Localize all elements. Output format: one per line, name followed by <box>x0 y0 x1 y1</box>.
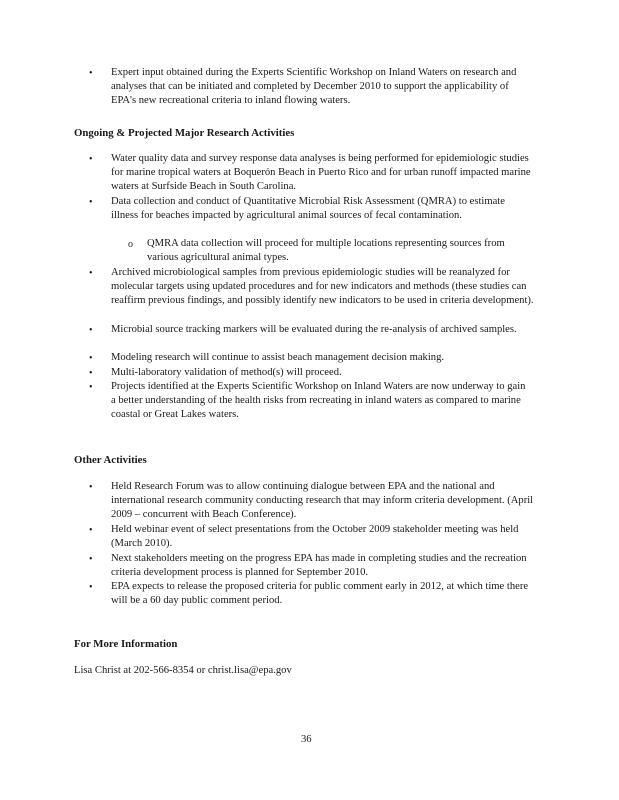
other-heading: Other Activities <box>74 454 147 466</box>
ongoing-item-2: Data collection and conduct of Quantitative Microbial Risk Assessment (QMRA) to estimate illness for beaches impacted by agricultural animal sources of fecal contamination. <box>111 196 505 222</box>
bullet-icon: • <box>89 525 93 536</box>
contact-line: Lisa Christ at 202-566-8354 or christ.lisa@epa.gov <box>74 665 292 676</box>
bullet-icon: • <box>89 382 93 393</box>
ongoing-subitem-1: QMRA data collection will proceed for multiple locations representing sources from various agricultural animal types. <box>147 238 505 264</box>
ongoing-item-4: Microbial source tracking markers will be evaluated during the re-analysis of archived samples. <box>111 324 517 335</box>
ongoing-item-6: Multi-laboratory validation of method(s) will proceed. <box>111 367 342 378</box>
ongoing-item-7: Projects identified at the Experts Scientific Workshop on Inland Waters are now underway to gain a better understanding of the health risks from recreating in inland waters as compared to marine coastal or Great Lakes waters. <box>111 381 526 421</box>
bullet-icon: • <box>89 154 93 165</box>
other-item-3: Next stakeholders meeting on the progress EPA has made in completing studies and the recreation criteria development process is planned for September 2010. <box>111 553 527 579</box>
bullet-icon: • <box>89 554 93 565</box>
bullet-icon: • <box>89 325 93 336</box>
sub-bullet-icon: o <box>128 239 133 250</box>
other-item-2: Held webinar event of select presentations from the October 2009 stakeholder meeting was held (March 2010). <box>111 524 519 550</box>
more-info-heading: For More Information <box>74 638 178 650</box>
bullet-icon: • <box>89 482 93 493</box>
ongoing-heading: Ongoing & Projected Major Research Activities <box>74 127 295 139</box>
bullet-icon: • <box>89 582 93 593</box>
page-number: 36 <box>301 734 312 745</box>
bullet-icon: • <box>89 68 93 79</box>
ongoing-item-3: Archived microbiological samples from previous epidemiologic studies will be reanalyzed for molecular targets using updated procedures and for new indicators and methods (these studies can reaffirm previous findings, and possibly identify new indicators to be used in criteria development). <box>111 267 534 307</box>
ongoing-item-5: Modeling research will continue to assist beach management decision making. <box>111 352 445 363</box>
bullet-icon: • <box>89 353 93 364</box>
bullet-icon: • <box>89 197 93 208</box>
ongoing-item-1: Water quality data and survey response data analyses is being performed for epidemiologic studies for marine tropical waters at Boquerón Beach in Puerto Rico and for urban runoff impacted marine waters at Surfside Beach in South Carolina. <box>111 153 531 193</box>
other-item-4: EPA expects to release the proposed criteria for public comment early in 2012, at which time there will be a 60 day public comment period. <box>111 581 529 607</box>
other-item-1: Held Research Forum was to allow continuing dialogue between EPA and the national and international research community conducting research that may inform criteria development. (April 2009 – concurrent with Beach Conference). <box>111 481 534 521</box>
bullet-icon: • <box>89 368 93 379</box>
bullet-icon: • <box>89 268 93 279</box>
intro-bullet-text: Expert input obtained during the Experts Scientific Workshop on Inland Waters on research and analyses that can be initiated and completed by December 2010 to support the applicability of EPA's new recreational criteria to inland flowing waters. <box>111 67 517 107</box>
